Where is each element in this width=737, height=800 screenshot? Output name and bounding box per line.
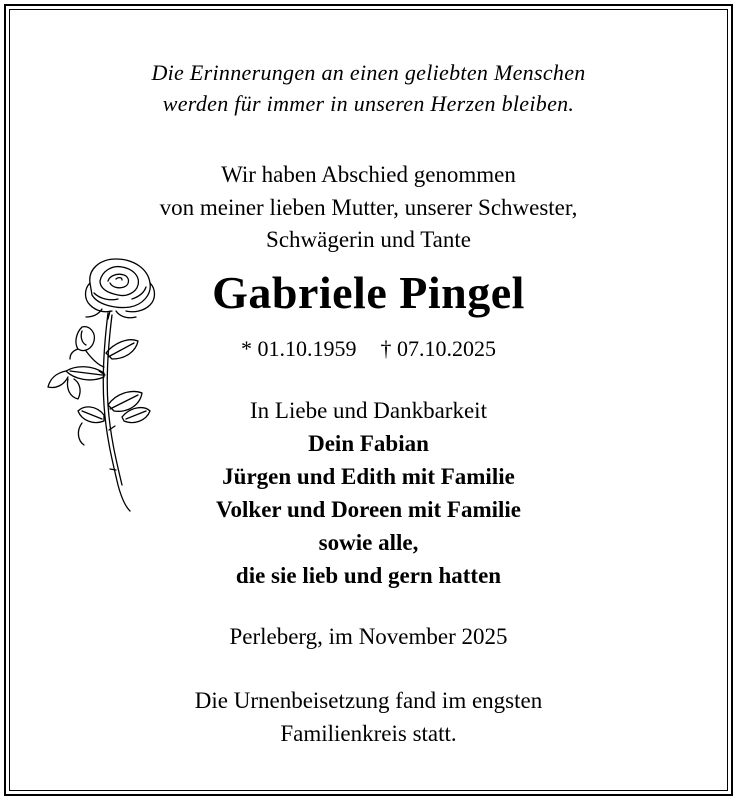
quote-line-2: werden für immer in unseren Herzen bleiben.: [162, 91, 575, 116]
deceased-name: Gabriele Pingel: [212, 267, 525, 318]
intro-line-1: Wir haben Abschied genommen: [221, 162, 516, 187]
mourner-line: Dein Fabian: [308, 431, 429, 456]
place-date: Perleberg, im November 2025: [229, 624, 508, 649]
quote-line-1: Die Erinnerungen an einen geliebten Menschen: [151, 60, 586, 85]
birth-date: * 01.10.1959: [241, 336, 357, 361]
mourners-lead: In Liebe und Dankbarkeit: [250, 398, 487, 423]
mourner-line: die sie lieb und gern hatten: [235, 563, 502, 588]
intro-line-3: Schwägerin und Tante: [266, 227, 471, 252]
notice-line-2: Familienkreis statt.: [280, 721, 457, 746]
death-date: † 07.10.2025: [380, 336, 496, 361]
mourner-line: Volker und Doreen mit Familie: [216, 497, 521, 522]
intro-line-2: von meiner lieben Mutter, unserer Schwester,: [159, 195, 578, 220]
mourner-line: Jürgen und Edith mit Familie: [222, 464, 515, 489]
mourner-line: sowie alle,: [318, 530, 419, 555]
notice-line-1: Die Urnenbeisetzung fand im engsten: [194, 688, 543, 713]
rose-icon: [42, 255, 160, 517]
